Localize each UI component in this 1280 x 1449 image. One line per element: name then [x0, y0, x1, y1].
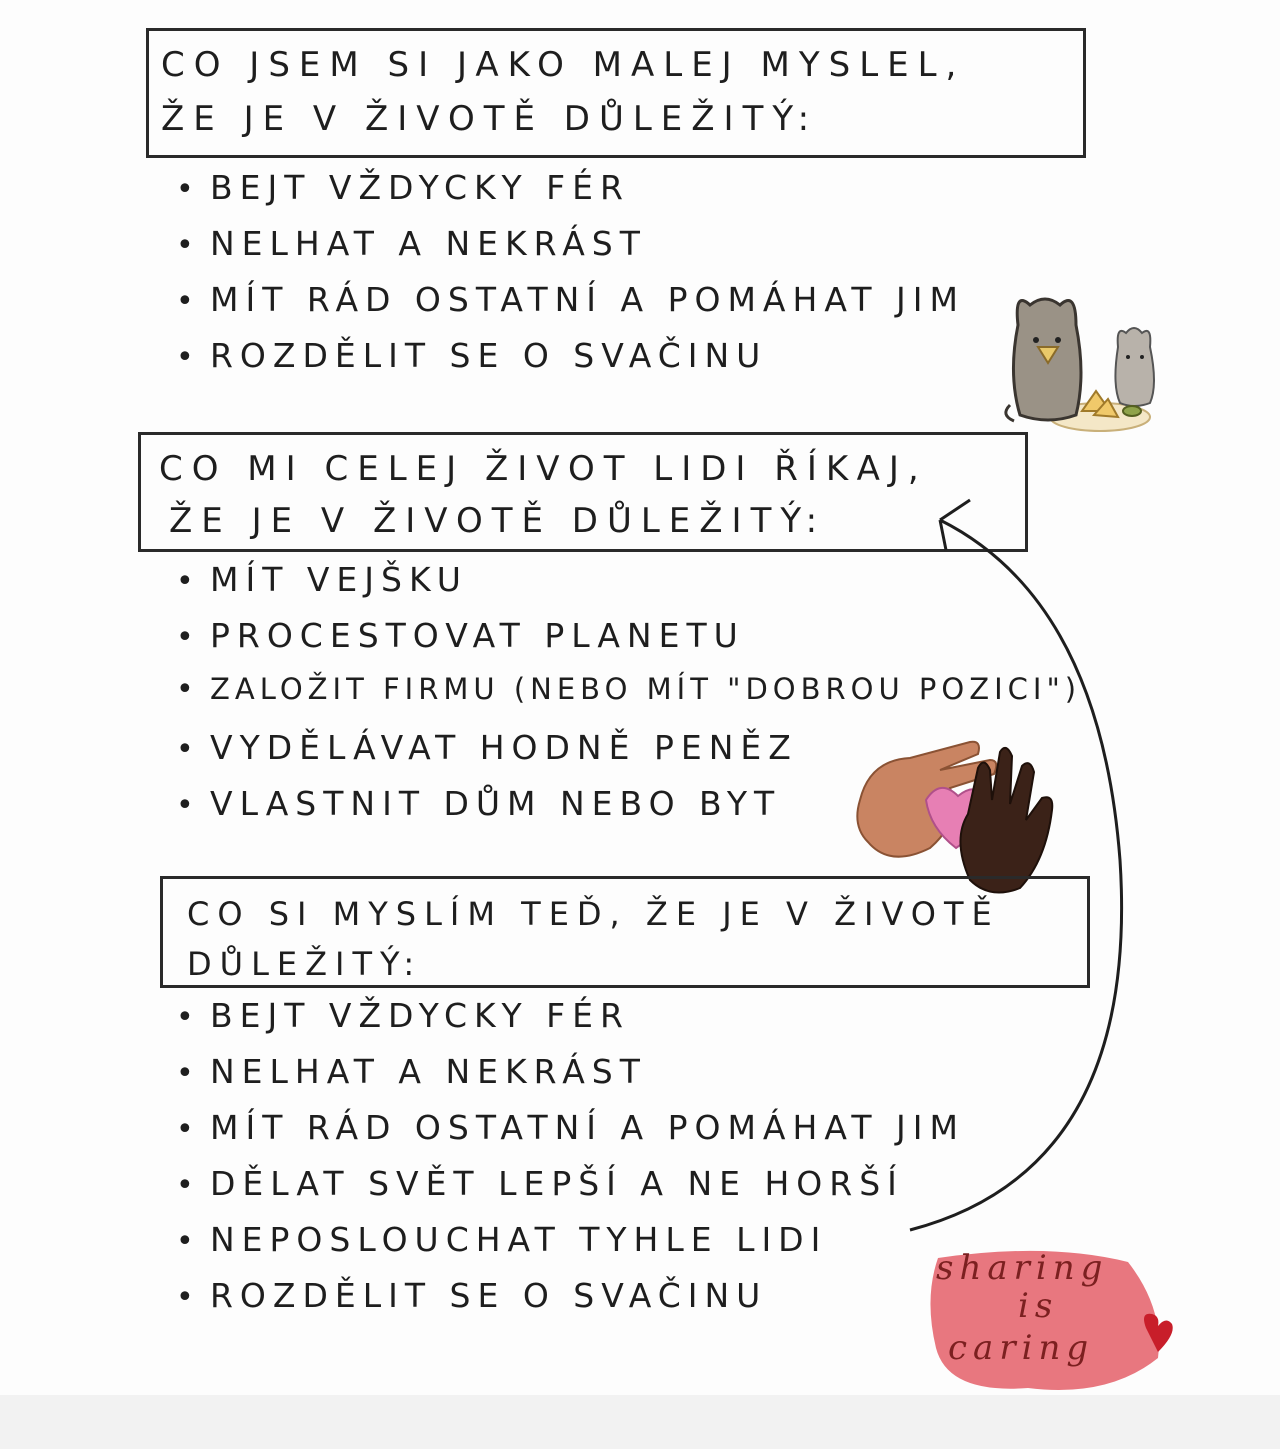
list-item-text: ROZDĚLIT SE O SVAČINU — [210, 336, 768, 375]
list-item-text: ZALOŽIT FIRMU (NEBO MÍT "DOBROU POZICI") — [210, 672, 1082, 706]
list-item: • MÍT RÁD OSTATNÍ A POMÁHAT JIM — [176, 280, 965, 319]
list-item-text: MÍT RÁD OSTATNÍ A POMÁHAT JIM — [210, 1108, 965, 1147]
section1-heading-line2: ŽE JE V ŽIVOTĚ DŮLEŽITÝ: — [161, 99, 819, 139]
section2-heading-line2: ŽE JE V ŽIVOTĚ DŮLEŽITÝ: — [169, 501, 827, 541]
kitten-icon — [1115, 328, 1154, 406]
list-item-text: ROZDĚLIT SE O SVAČINU — [210, 1276, 768, 1315]
list-item-text: MÍT RÁD OSTATNÍ A POMÁHAT JIM — [210, 280, 965, 319]
list-item: • ZALOŽIT FIRMU (NEBO MÍT "DOBROU POZICI") — [176, 672, 1082, 707]
list-item-text: BEJT VŽDYCKY FÉR — [210, 168, 630, 207]
list-item: • VLASTNIT DŮM NEBO BYT — [176, 784, 782, 823]
list-item-text: NEPOSLOUCHAT TYHLE LIDI — [210, 1220, 828, 1259]
list-item: • MÍT VEJŠKU — [176, 560, 468, 599]
bottom-margin — [0, 1395, 1280, 1449]
section3-heading-box — [160, 876, 1090, 988]
list-item: • VYDĚLÁVAT HODNĚ PENĚZ — [176, 728, 798, 767]
list-item: • ROZDĚLIT SE O SVAČINU — [176, 1276, 768, 1315]
section1-heading-line1: CO JSEM SI JAKO MALEJ MYSLEL, — [161, 45, 966, 85]
sticker-line3: caring — [948, 1328, 1095, 1368]
list-item: • BEJT VŽDYCKY FÉR — [176, 996, 630, 1035]
list-item: • BEJT VŽDYCKY FÉR — [176, 168, 630, 207]
list-item: • NELHAT A NEKRÁST — [176, 1052, 647, 1091]
list-item: • NELHAT A NEKRÁST — [176, 224, 647, 263]
sharing-is-caring-sticker — [928, 1248, 1178, 1398]
section2-heading-line1: CO MI CELEJ ŽIVOT LIDI ŘÍKAJ, — [159, 449, 928, 489]
list-item-text: BEJT VŽDYCKY FÉR — [210, 996, 630, 1035]
list-item: • ROZDĚLIT SE O SVAČINU — [176, 336, 768, 375]
section3-heading-line1: CO SI MYSLÍM TEĎ, ŽE JE V ŽIVOTĚ — [187, 895, 1000, 933]
list-item: • MÍT RÁD OSTATNÍ A POMÁHAT JIM — [176, 1108, 965, 1147]
list-item-text: DĚLAT SVĚT LEPŠÍ A NE HORŠÍ — [210, 1164, 904, 1203]
sticker-line1: sharing — [936, 1248, 1109, 1288]
list-item: • DĚLAT SVĚT LEPŠÍ A NE HORŠÍ — [176, 1164, 904, 1203]
pusheen-cat-icon — [1000, 285, 1170, 440]
list-item-text: NELHAT A NEKRÁST — [210, 1052, 647, 1091]
list-item: • NEPOSLOUCHAT TYHLE LIDI — [176, 1220, 828, 1259]
list-item-text: NELHAT A NEKRÁST — [210, 224, 647, 263]
section1-heading-box — [146, 28, 1086, 158]
section3-heading-line2: DŮLEŽITÝ: — [187, 945, 423, 983]
sticker-line2: is — [1018, 1286, 1059, 1326]
list-item-text: PROCESTOVAT PLANETU — [210, 616, 745, 655]
list-item-text: VYDĚLÁVAT HODNĚ PENĚZ — [210, 728, 798, 767]
list-item-text: MÍT VEJŠKU — [210, 560, 468, 599]
list-item-text: VLASTNIT DŮM NEBO BYT — [210, 784, 782, 823]
section2-heading-box — [138, 432, 1028, 552]
list-item: • PROCESTOVAT PLANETU — [176, 616, 745, 655]
